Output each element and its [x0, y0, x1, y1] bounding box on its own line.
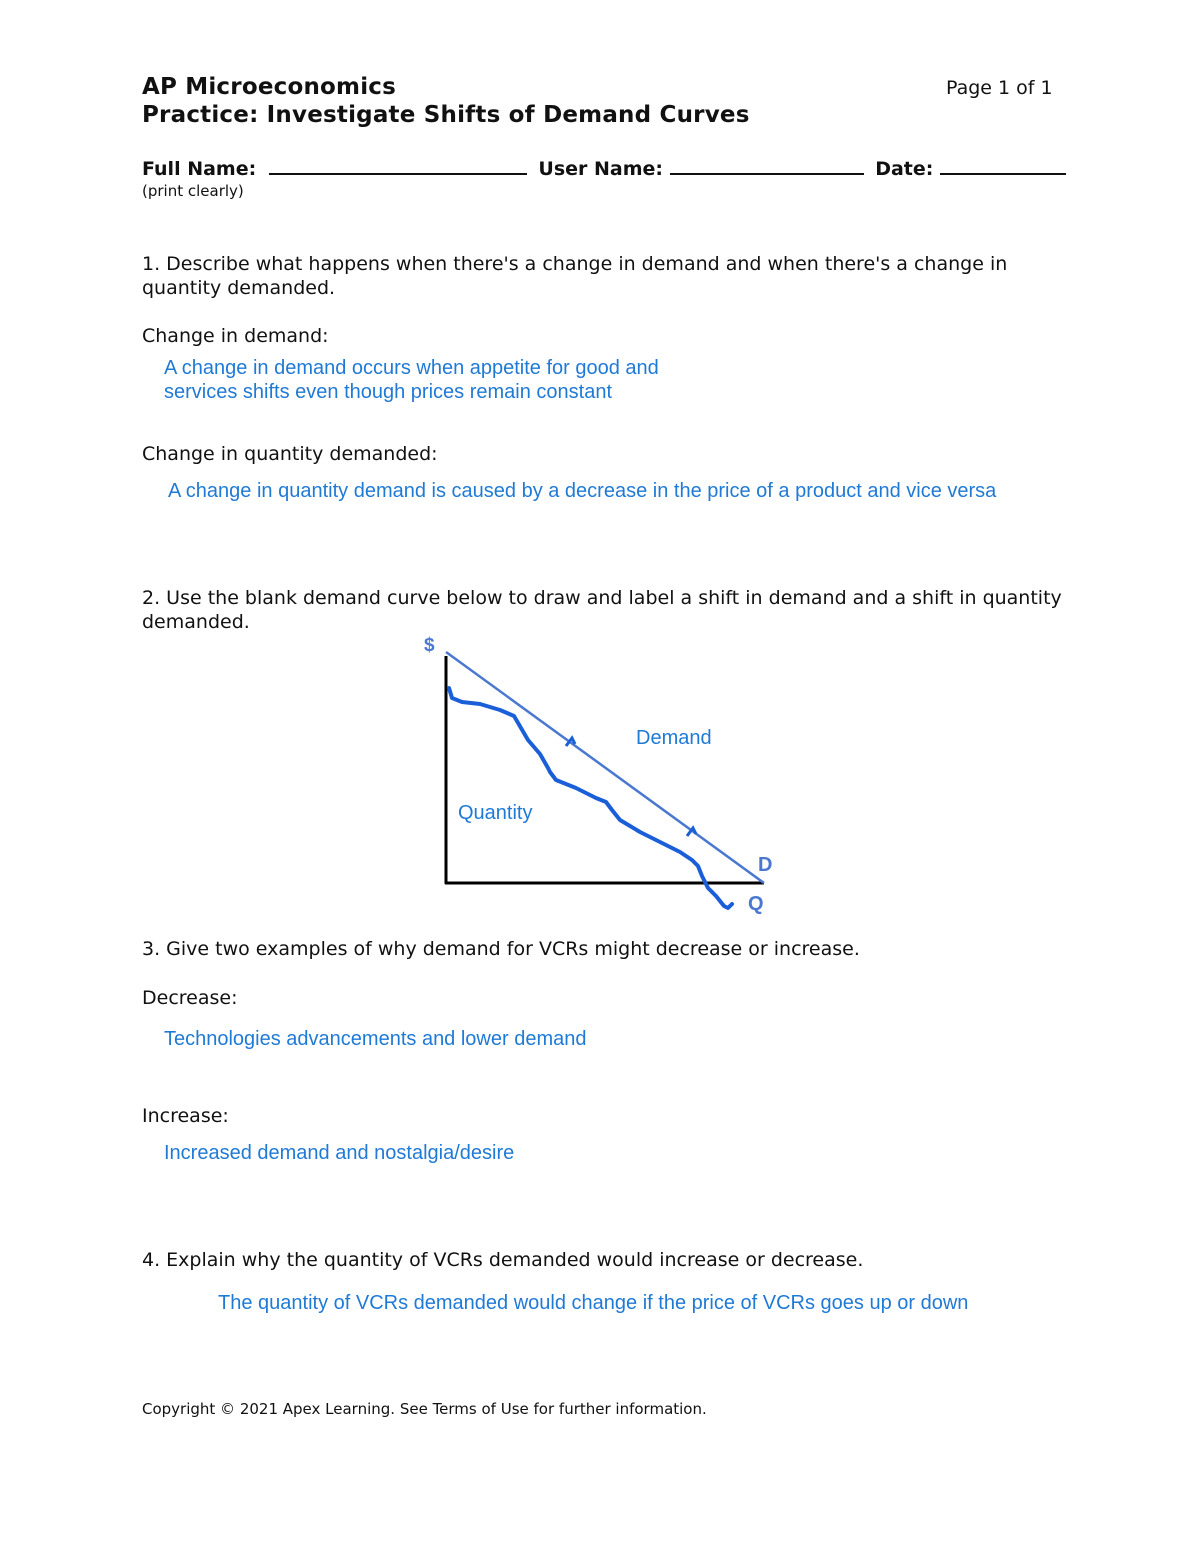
price-axis-label: $	[424, 635, 435, 656]
handwritten-quantity-label: Quantity	[458, 802, 533, 824]
question-3-prompt: 3. Give two examples of why demand for VCRs might decrease or increase.	[142, 938, 860, 960]
question-4-answer: The quantity of VCRs demanded would change if the price of VCRs goes up or down	[218, 1292, 969, 1314]
demand-curve-label: D	[758, 854, 773, 876]
user-name-label: User Name:	[538, 158, 664, 180]
change-in-demand-answer-line2: services shifts even though prices remain constant	[164, 381, 612, 403]
page-number: Page 1 of 1	[946, 77, 1053, 99]
change-in-demand-answer-line1: A change in demand occurs when appetite for good and	[164, 357, 659, 379]
date-label: Date:	[875, 158, 934, 180]
course-title: AP Microeconomics	[142, 74, 396, 100]
activity-title: Practice: Investigate Shifts of Demand Curves	[142, 102, 750, 128]
full-name-label: Full Name:	[142, 158, 257, 180]
increase-answer: Increased demand and nostalgia/desire	[164, 1142, 515, 1164]
change-in-quantity-demanded-answer: A change in quantity demand is caused by a decrease in the price of a product and vice versa	[168, 480, 997, 502]
copyright-notice: Copyright © 2021 Apex Learning. See Terms of Use for further information.	[142, 1400, 707, 1418]
quantity-axis-label: Q	[748, 893, 764, 915]
hand-drawn-shifted-curve	[449, 688, 732, 908]
demand-curve	[446, 652, 764, 883]
print-clearly-note: (print clearly)	[142, 182, 244, 200]
question-2-prompt: 2. Use the blank demand curve below to draw and label a shift in demand and a shift in quantity demanded.	[142, 587, 1062, 633]
question-1-prompt: 1. Describe what happens when there's a change in demand and when there's a change in quantity demanded.	[142, 253, 1008, 299]
decrease-answer: Technologies advancements and lower demand	[164, 1028, 587, 1050]
increase-label: Increase:	[142, 1105, 229, 1127]
decrease-label: Decrease:	[142, 987, 238, 1009]
change-in-demand-label: Change in demand:	[142, 325, 329, 347]
question-4-prompt: 4. Explain why the quantity of VCRs demanded would increase or decrease.	[142, 1249, 864, 1271]
handwritten-demand-label: Demand	[636, 727, 712, 749]
change-in-quantity-demanded-label: Change in quantity demanded:	[142, 443, 438, 465]
